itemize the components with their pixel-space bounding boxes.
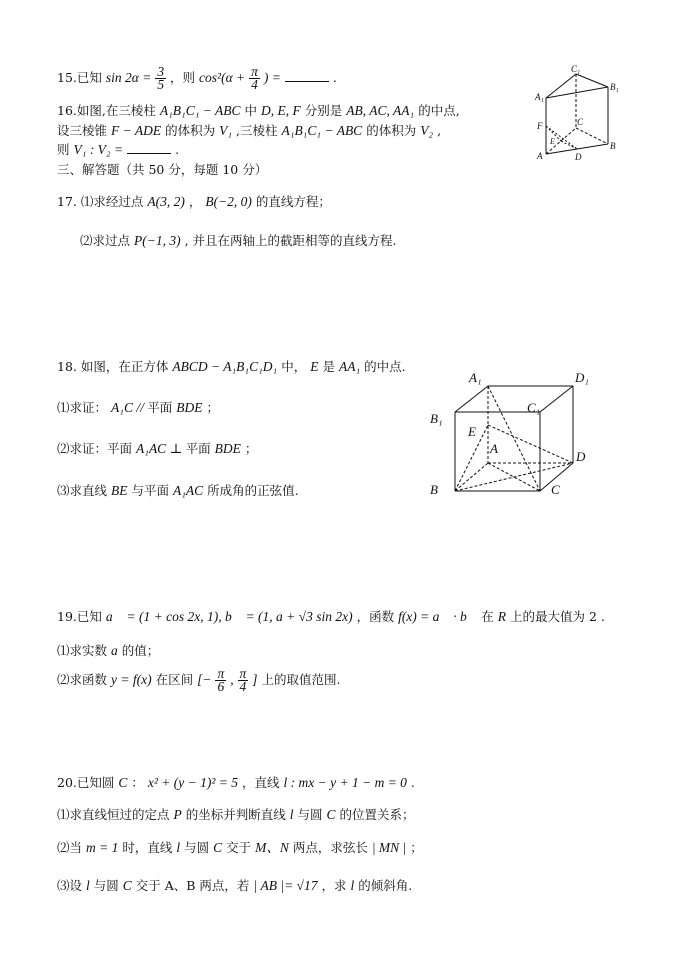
q18-text: ⑵求证：平面 bbox=[57, 441, 133, 456]
q17-math: A(3, 2) bbox=[147, 194, 185, 209]
q16-text: . bbox=[175, 142, 180, 157]
q20-text: 交于 bbox=[226, 840, 252, 855]
q18-text: 平面 bbox=[147, 400, 173, 415]
q19-text: 在区间 bbox=[155, 672, 194, 687]
q15-prefix: 15.已知 bbox=[57, 70, 102, 85]
q18-math: A₁AC ⊥ bbox=[136, 441, 186, 456]
q20-math: | AB |= √17 bbox=[253, 878, 318, 893]
q20-math: l bbox=[289, 807, 294, 822]
q19-text: 上的最大值为 2 . bbox=[510, 609, 605, 624]
q20-math: | MN | bbox=[371, 840, 407, 855]
q16-text: 的中点, bbox=[418, 103, 460, 118]
q19-text: 上的取值范围. bbox=[261, 672, 341, 687]
q18-math: A₁AC bbox=[172, 483, 204, 498]
q18-part1 bbox=[57, 398, 219, 416]
label-e: E bbox=[550, 137, 555, 146]
q20-stem bbox=[57, 773, 415, 791]
label-e: E bbox=[468, 424, 476, 439]
q20-math: l bbox=[350, 878, 355, 893]
label-d: D bbox=[576, 449, 586, 464]
q17-part2 bbox=[80, 231, 397, 249]
q20-text: 与圆 bbox=[184, 840, 210, 855]
q20-math: C bbox=[122, 878, 132, 893]
q16-text: 分别是 bbox=[304, 103, 343, 118]
edge-a1b1 bbox=[455, 386, 488, 412]
q20-text: ： bbox=[131, 775, 144, 790]
q20-text: ，直线 bbox=[242, 775, 280, 790]
q15-answer-blank bbox=[285, 70, 329, 82]
q19-text: 的值； bbox=[121, 643, 160, 658]
q18-text: 中， bbox=[281, 359, 307, 374]
label-c: C bbox=[577, 117, 584, 127]
q16-line1 bbox=[57, 101, 460, 119]
q18-math: A₁C // bbox=[111, 400, 148, 415]
q20-math: C bbox=[213, 840, 223, 855]
q15-line bbox=[57, 66, 337, 91]
label-c1: C₁ bbox=[527, 400, 541, 415]
q19-text: ⑵求函数 bbox=[57, 672, 108, 687]
q17-text: ， bbox=[188, 194, 202, 209]
label-a: A bbox=[537, 151, 543, 161]
q20-text: 20.已知圆 bbox=[57, 775, 115, 790]
q16-math: D, E, F bbox=[261, 103, 301, 118]
label-b: B bbox=[610, 141, 616, 151]
label-b: B bbox=[430, 482, 438, 497]
q19-text: 在 bbox=[481, 609, 494, 624]
q20-text: ； bbox=[410, 840, 423, 855]
label-d1: D₁ bbox=[575, 370, 589, 385]
q19-math: [− bbox=[197, 672, 212, 687]
q16-text: 的体积为 bbox=[366, 123, 417, 138]
cube-figure bbox=[425, 365, 605, 500]
edge-a1c1 bbox=[546, 74, 576, 98]
q18-text: ； bbox=[206, 400, 219, 415]
section-heading: 三、解答题（共 50 分，每题 10 分） bbox=[57, 162, 268, 177]
q16-answer-blank bbox=[127, 142, 171, 154]
label-b1: B₁ bbox=[610, 82, 619, 92]
q18-math: AA₁ bbox=[338, 359, 361, 374]
q16-math: V₁ : V₂ = bbox=[73, 142, 124, 157]
q18-text: ⑶求直线 bbox=[57, 483, 108, 498]
q16-line3 bbox=[57, 140, 179, 158]
q20-text: 与圆 bbox=[93, 878, 119, 893]
q18-text: 与平面 bbox=[131, 483, 169, 498]
q20-part1 bbox=[57, 805, 415, 823]
q19-math: f(x) = a⃗ · b⃗ bbox=[398, 609, 478, 624]
q19-part2 bbox=[57, 668, 341, 693]
q19-frac-pi-6: $\frac{\pi}{6}$ bbox=[217, 666, 225, 694]
q16-math: A₁B₁C₁ − ABC bbox=[159, 103, 241, 118]
q20-math: m = 1 bbox=[86, 840, 119, 855]
q20-text: 的位置关系； bbox=[339, 807, 415, 822]
q18-part3 bbox=[57, 481, 299, 499]
q20-math: l : mx − y + 1 − m = 0 bbox=[283, 775, 407, 790]
prism-figure bbox=[533, 62, 619, 162]
label-b1: B₁ bbox=[430, 411, 443, 426]
label-a1: A₁ bbox=[469, 370, 482, 385]
q18-math: BDE bbox=[176, 400, 203, 415]
q16-math: A₁B₁C₁ − ABC bbox=[281, 123, 363, 138]
q15-close: ) = bbox=[263, 70, 281, 85]
q19-stem bbox=[57, 607, 605, 625]
q16-text: 中 bbox=[244, 103, 258, 118]
q19-part1 bbox=[57, 641, 159, 659]
q20-part3 bbox=[57, 876, 412, 894]
label-a1: A₁ bbox=[535, 92, 544, 102]
q16-text: 的体积为 bbox=[165, 123, 216, 138]
q16-text: ,三棱柱 bbox=[236, 123, 278, 138]
q20-text: 时，直线 bbox=[122, 840, 173, 855]
q18-text: ； bbox=[244, 441, 258, 456]
q20-text: ⑵当 bbox=[57, 840, 83, 855]
q20-math: C bbox=[326, 807, 336, 822]
q20-text: 的坐标并判断直线 bbox=[185, 807, 286, 822]
q18-math: ABCD − A₁B₁C₁D₁ bbox=[172, 359, 278, 374]
q16-text: 16.如图,在三棱柱 bbox=[57, 103, 156, 118]
q17-part1 bbox=[57, 192, 331, 210]
q19-math: a bbox=[111, 643, 118, 658]
q19-math: ] bbox=[252, 672, 258, 687]
q20-math: l bbox=[176, 840, 181, 855]
q20-text: ⑴求直线恒过的定点 bbox=[57, 807, 170, 822]
label-d: D bbox=[575, 152, 582, 162]
q20-math: P bbox=[173, 807, 182, 822]
label-f: F bbox=[537, 121, 543, 131]
q19-frac-pi-4: $\frac{\pi}{4}$ bbox=[239, 666, 247, 694]
label-a: A bbox=[490, 441, 498, 456]
q15-pi-fraction: $\frac{\pi}{4}$ bbox=[251, 64, 258, 92]
q17-text: 17. ⑴求经过点 bbox=[57, 194, 144, 209]
q20-math: C bbox=[118, 775, 128, 790]
q15-fraction: $\frac{3}{5}$ bbox=[157, 64, 165, 92]
q19-math: R bbox=[497, 609, 507, 624]
q18-text: 的中点. bbox=[364, 359, 406, 374]
q16-math: AB, AC, AA₁ bbox=[346, 103, 415, 118]
q19-math: a⃗ = (1 + cos 2x, 1), b⃗ = (1, a + √3 sin 2x) bbox=[105, 609, 353, 624]
q18-math: BE bbox=[111, 483, 128, 498]
q19-text: 19.已知 bbox=[57, 609, 102, 624]
q20-text: . bbox=[410, 775, 415, 790]
q16-text: 则 bbox=[57, 142, 70, 157]
q17-math: B(−2, 0) bbox=[205, 194, 252, 209]
q18-text: ⑴求证： bbox=[57, 400, 108, 415]
q20-math: l bbox=[86, 878, 90, 893]
label-c1: C₁ bbox=[571, 64, 581, 74]
q16-text: 设三棱锥 bbox=[57, 123, 108, 138]
q17-text: , 并且在两轴上的截距相等的直线方程. bbox=[184, 233, 397, 248]
q20-text: 的倾斜角. bbox=[358, 878, 413, 893]
q15-sin-expr: sin 2α = bbox=[105, 70, 152, 85]
q20-math: M、N bbox=[255, 840, 289, 855]
q16-math: V₂ bbox=[420, 123, 434, 138]
q20-math: x² + (y − 1)² = 5 bbox=[147, 775, 239, 790]
q18-text: 是 bbox=[322, 359, 335, 374]
label-c: C bbox=[551, 482, 560, 497]
q18-math: BDE bbox=[214, 441, 241, 456]
q17-text: ⑵求过点 bbox=[80, 233, 131, 248]
q18-part2 bbox=[57, 439, 257, 457]
q20-text: 两点，求弦长 bbox=[292, 840, 368, 855]
q18-text: 18. 如图，在正方体 bbox=[57, 359, 169, 374]
q16-line2 bbox=[57, 121, 441, 139]
q20-text: 与圆 bbox=[297, 807, 323, 822]
q17-text: 的直线方程； bbox=[255, 194, 331, 209]
q20-text: ⑶设 bbox=[57, 878, 83, 893]
q20-text: 交于 A、B 两点，若 bbox=[135, 878, 250, 893]
q17-math: P(−1, 3) bbox=[134, 233, 181, 248]
q16-text: , bbox=[437, 123, 442, 138]
q20-text: ，求 bbox=[321, 878, 347, 893]
edge-ed bbox=[488, 425, 573, 463]
edge-d1c1 bbox=[540, 386, 573, 412]
q16-math: V₁ bbox=[219, 123, 233, 138]
q18-text: 所成角的正弦值. bbox=[207, 483, 299, 498]
q19-math: , bbox=[230, 672, 234, 687]
edge-ed bbox=[561, 141, 577, 149]
q19-text: ，函数 bbox=[356, 609, 395, 624]
q19-math: y = f(x) bbox=[111, 672, 152, 687]
q19-text: ⑴求实数 bbox=[57, 643, 108, 658]
q15-mid: ，则 bbox=[170, 70, 196, 85]
q15-end: . bbox=[332, 70, 337, 85]
q18-math: E bbox=[310, 359, 319, 374]
q16-math: F − ADE bbox=[111, 123, 162, 138]
edge-a1b1 bbox=[546, 87, 608, 98]
q18-stem bbox=[57, 357, 406, 375]
q20-part2 bbox=[57, 836, 423, 856]
edge-cb bbox=[576, 128, 608, 144]
edge-c1b1 bbox=[576, 74, 608, 87]
q18-text: 平面 bbox=[185, 441, 211, 456]
q15-cos-expr: cos²(α + bbox=[199, 70, 246, 85]
